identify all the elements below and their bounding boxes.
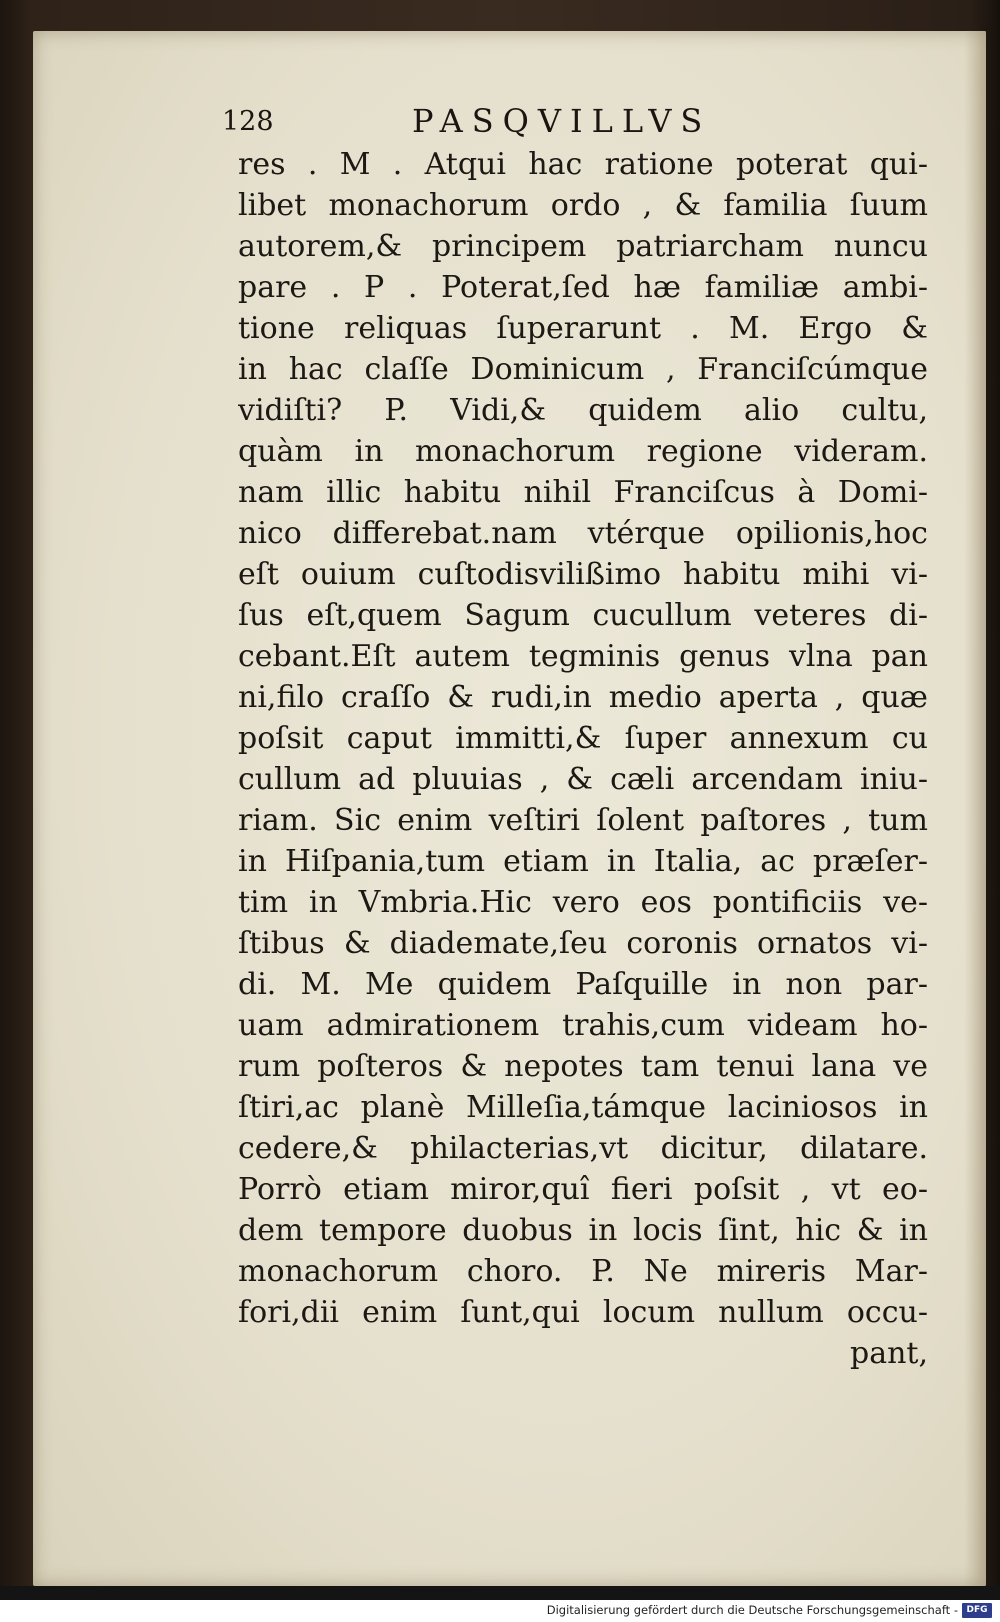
text-line: riam. Sic enim veſtiri ſolent paſtores , tum [238, 803, 928, 838]
page-edge-shadow [964, 31, 986, 1586]
text-line: cullum ad pluuias , & cæli arcendam iniu- [238, 762, 928, 797]
catchword: pant, [849, 1336, 928, 1371]
dfg-logo-icon: DFG [962, 1603, 992, 1618]
text-line: cebant.Eſt autem tegminis genus vlna pan [238, 639, 928, 674]
running-title: PASQVILLVS [412, 102, 712, 140]
text-line: ſtiri,ac planè Milleſia,támque laciniosos in [238, 1090, 928, 1125]
text-line: poſsit caput immitti,& ſuper annexum cu [238, 721, 928, 756]
text-line: nam illic habitu nihil Franciſcus à Domi- [238, 475, 928, 510]
text-line: tione reliquas ſuperarunt . M. Ergo & [238, 311, 928, 346]
folio-number: 128 [222, 106, 274, 137]
text-line: dem tempore duobus in locis ſint, hic & in [238, 1213, 928, 1248]
text-line: monachorum choro. P. Ne mireris Mar- [238, 1254, 928, 1289]
text-line: eſt ouium cuſtodisvilißimo habitu mihi vi- [238, 557, 928, 592]
digitization-footer [0, 1600, 1000, 1622]
text-line: quàm in monachorum regione videram. [238, 434, 928, 469]
text-line: pare . P . Poterat,ſed hæ familiæ ambi- [238, 270, 928, 305]
text-line: vidiſti? P. Vidi,& quidem alio cultu, [238, 393, 928, 428]
text-line: rum poſteros & nepotes tam tenui lana ve [238, 1049, 928, 1084]
text-line: nico differebat.nam vtérque opilionis,hoc [238, 516, 928, 551]
text-line: in hac claſſe Dominicum , Franciſcúmque [238, 352, 928, 387]
funding-credit: Digitalisierung gefördert durch die Deutsche Forschungsgemeinschaft - [546, 1603, 958, 1617]
text-line: ſtibus & diademate,ſeu coronis ornatos vi- [238, 926, 928, 961]
text-line: libet monachorum ordo , & familia ſuum [238, 188, 928, 223]
text-line: cedere,& philacterias,vt dicitur, dilatare. [238, 1131, 928, 1166]
page-header [222, 102, 782, 142]
text-line: autorem,& principem patriarcham nuncu [238, 229, 928, 264]
text-line: in Hiſpania,tum etiam in Italia, ac præſer- [238, 844, 928, 879]
text-line: res . M . Atqui hac ratione poterat qui- [238, 147, 928, 182]
text-line: tim in Vmbria.Hic vero eos pontificiis ve- [238, 885, 928, 920]
text-line: fori,dii enim ſunt,qui locum nullum occu- [238, 1295, 928, 1330]
scanner-bed-edge [0, 1586, 1000, 1600]
text-line: ſus eſt,quem Sagum cucullum veteres di- [238, 598, 928, 633]
text-line: uam admirationem trahis,cum videam ho- [238, 1008, 928, 1043]
text-line: ni,filo craſſo & rudi,in medio aperta , quæ [238, 680, 928, 715]
text-line: di. M. Me quidem Paſquille in non par- [238, 967, 928, 1002]
body-text [238, 144, 928, 1374]
text-line: Porrò etiam miror,quî fieri poſsit , vt eo- [238, 1172, 928, 1207]
